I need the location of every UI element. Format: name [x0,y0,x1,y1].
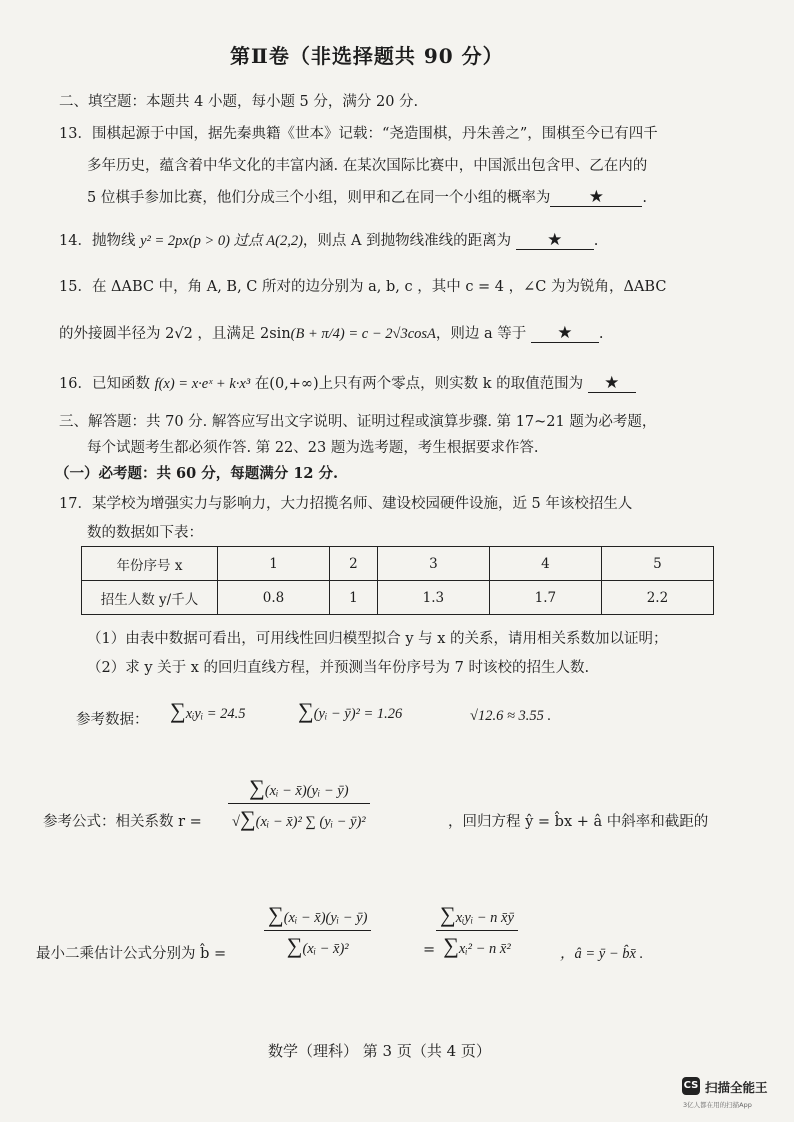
q13-line-1: 13．围棋起源于中国，据先秦典籍《世本》记载：“尧造围棋，丹朱善之”，围棋至今已有四千 [59,126,658,142]
q13-line-2: 多年历史，蕴含着中华文化的丰富内涵. 在某次国际比赛中，中国派出包含甲、乙在内的 [87,158,648,174]
summation-icon: ∑ [443,933,459,958]
q13-answer-blank [550,189,642,207]
slope-formula-2: $\frac{\text{∑xᵢyᵢ − n x̄ȳ}}{\text{∑xᵢ² − n x̄²}}$ [436,902,518,959]
scanner-tagline: 3亿人都在用的扫描App [683,1101,752,1109]
table-cell: 1 [330,581,378,615]
summation-icon: ∑ [298,698,314,723]
page-footer: 数学（理科） 第 3 页（共 4 页） [268,1042,491,1060]
summation-icon: ∑ [239,806,256,831]
reference-data-label: 参考数据： [76,712,149,728]
q15-answer-blank [531,325,599,343]
summation-icon: ∑ [170,698,186,723]
scanner-brand-name: 扫描全能王 [705,1080,768,1095]
star-icon: ★ [557,323,573,343]
summation-icon: ∑ [286,933,303,958]
table-cell: 4 [489,547,601,581]
summation-icon: ∑ [249,775,265,800]
page-title: 第Ⅱ卷（非选择题共 90 分） [230,44,504,68]
regression-text: ，回归方程 ŷ = b̂x + â 中斜率和截距的 [448,814,709,830]
reference-data-3: √12.6 ≈ 3.55 . [470,708,552,724]
reference-data-2: ∑(yᵢ − ȳ)² = 1.26 [298,698,403,723]
table-cell: 0.8 [218,581,330,615]
table-header-year: 年份序号 x [82,547,218,581]
q14-formula: y² = 2px(p > 0) 过点 A(2,2) [140,233,303,249]
correlation-formula: $\frac{\text{∑(xᵢ − x̄)(yᵢ − ȳ)}}{\text{√∑(xᵢ − x̄)² ∑ (yᵢ − ȳ)²}}$ [228,775,370,832]
q17-part-2: （2）求 y 关于 x 的回归直线方程，并预测当年份序号为 7 时该校的招生人数. [87,660,590,676]
table-cell: 1 [218,547,330,581]
slope-formula-1: $\frac{\text{∑(xᵢ − x̄)(yᵢ − ȳ)}}{\text{∑(xᵢ − x̄)²}}$ [264,902,371,959]
star-icon: ★ [604,373,620,393]
q14: 14．抛物线 y² = 2px(p > 0) 过点 A(2,2)，则点 A 到抛物线准线的距离为 ★ . [59,230,599,250]
least-squares-label: 最小二乘估计公式分别为 b̂ = [36,946,227,962]
table-row [82,581,714,615]
section-3-line-2: 每个试题考生都必须作答. 第 22、23 题为选考题，考生根据要求作答. [87,440,539,456]
q15-formula: (B + π/4) = c − 2√3cosA [290,326,436,342]
table-cell: 2 [330,547,378,581]
q17-line-2: 数的数据如下表： [87,525,203,541]
summation-icon: ∑ [440,902,456,927]
q15-line-1: 15．在 ΔABC 中，角 A, B, C 所对的边分别为 a, b, c ，其中 c = 4 ，∠C 为为锐角，ΔABC [59,279,667,295]
q17-line-1: 17．某学校为增强实力与影响力，大力招揽名师、建设校园硬件设施，近 5 年该校招生人 [59,496,633,512]
star-icon: ★ [547,230,563,250]
q13-line-3: 5 位棋手参加比赛，他们分成三个小组，则甲和乙在同一个小组的概率为 ★ . [87,187,647,207]
reference-formula-label: 参考公式：相关系数 r = [43,814,202,830]
q16-answer-blank [588,375,636,393]
star-icon: ★ [588,187,604,207]
required-questions-heading: （一）必考题：共 60 分，每题满分 12 分. [55,465,339,482]
intercept-formula: ，â = ȳ − b̂x̄ . [560,946,644,962]
table-cell: 3 [377,547,489,581]
section-3-line-1: 三、解答题：共 70 分. 解答应写出文字说明、证明过程或演算步骤. 第 17~21 题为必考题， [59,414,657,430]
section-2-heading: 二、填空题：本题共 4 小题，每小题 5 分，满分 20 分. [59,94,419,110]
enrollment-table [81,546,714,615]
q14-answer-blank [516,232,594,250]
table-header-enrollment: 招生人数 y/千人 [82,581,218,615]
table-cell: 2.2 [601,581,713,615]
camscanner-logo-icon: CS [682,1077,700,1095]
summation-icon: ∑ [268,902,284,927]
q16-formula: f(x) = x·eˣ + k·x³ [154,376,251,392]
q16: 16．已知函数 f(x) = x·eˣ + k·x³ 在(0,+∞)上只有两个零点，则实数 k 的取值范围为 ★ [59,372,636,393]
table-cell: 5 [601,547,713,581]
table-cell: 1.7 [489,581,601,615]
table-row [82,547,714,581]
q17-part-1: （1）由表中数据可看出，可用线性回归模型拟合 y 与 x 的关系，请用相关系数加以证明； [87,631,668,647]
table-cell: 1.3 [377,581,489,615]
reference-data-1: ∑xᵢyᵢ = 24.5 [170,698,246,723]
q15-line-2: 的外接圆半径为 2√2 ，且满足 2sin(B + π/4) = c − 2√3cosA，则边 a 等于 ★ . [59,323,604,343]
